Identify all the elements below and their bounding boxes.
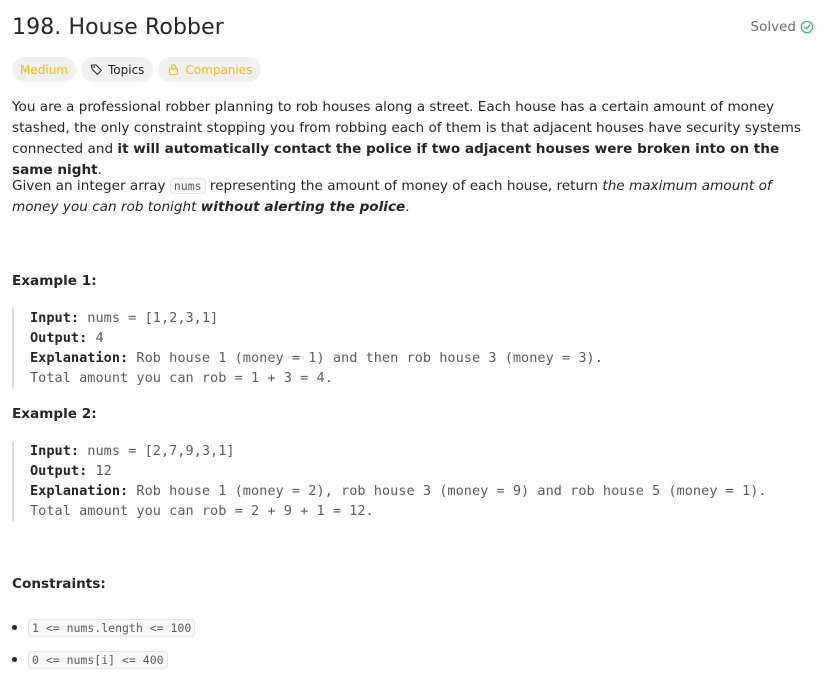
- constraints-title: Constraints:: [12, 576, 106, 592]
- constraints-list: [12, 612, 195, 676]
- desc-text: Given an integer array: [12, 178, 170, 194]
- desc-bold-text: it will automatically contact the police if two adjacent houses were broken into on the same night: [12, 141, 780, 178]
- desc-text-end: .: [405, 199, 410, 215]
- topics-label: Topics: [107, 62, 145, 77]
- input-value: nums = [2,7,9,3,1]: [79, 443, 235, 459]
- tag-icon: [90, 63, 103, 76]
- bullet-icon: [12, 625, 17, 630]
- example-1-title: Example 1:: [12, 273, 97, 289]
- explanation-text-cont: Total amount you can rob = 2 + 9 + 1 = 12.: [30, 503, 374, 519]
- inline-code-nums: nums: [170, 178, 206, 194]
- constraint-code: 0 <= nums[i] <= 400: [28, 651, 168, 669]
- explanation-text: Rob house 1 (money = 1) and then rob house 3 (money = 3).: [128, 350, 603, 366]
- difficulty-badge: [12, 57, 76, 82]
- desc-italic-text: the maximum amount of money you can rob tonight: [12, 178, 772, 215]
- companies-label: Companies: [185, 62, 253, 77]
- description-paragraph-2: [12, 176, 814, 218]
- desc-text: representing the amount of money of each house, return: [205, 178, 603, 194]
- output-label: Output:: [30, 463, 88, 479]
- difficulty-label: Medium: [20, 62, 68, 77]
- example-1-block: [12, 308, 814, 388]
- tag-row: [12, 57, 261, 82]
- bullet-icon: [12, 657, 17, 662]
- lock-icon: [167, 63, 180, 76]
- output-value: 4: [87, 330, 104, 346]
- solved-label: Solved: [750, 19, 796, 35]
- constraint-code: 1 <= nums.length <= 100: [28, 619, 195, 637]
- constraint-item: [12, 612, 195, 644]
- solved-status: [751, 19, 814, 35]
- companies-button[interactable]: [158, 57, 261, 82]
- explanation-text: Rob house 1 (money = 2), rob house 3 (money = 9) and rob house 5 (money = 1).: [128, 483, 767, 499]
- explanation-text-cont: Total amount you can rob = 1 + 3 = 4.: [30, 370, 333, 386]
- desc-text-end: .: [97, 162, 102, 178]
- input-label: Input:: [30, 310, 80, 326]
- problem-title[interactable]: 198. House Robber: [12, 14, 224, 40]
- title-row: [12, 10, 814, 44]
- description-paragraph-1: [12, 97, 814, 181]
- topics-button[interactable]: [81, 57, 153, 82]
- example-2-title: Example 2:: [12, 406, 97, 422]
- constraint-item: [12, 644, 195, 676]
- example-2-block: [12, 441, 814, 521]
- output-label: Output:: [30, 330, 88, 346]
- desc-text: You are a professional robber planning to rob houses along a street. Each house has a certain amount of money stashed, the only constraint stopping you from robbing each of them is that adjacent houses have security systems connected and: [12, 99, 801, 157]
- desc-bold-italic-text: without alerting the police: [200, 199, 406, 215]
- input-label: Input:: [30, 443, 80, 459]
- explanation-label: Explanation:: [30, 483, 129, 499]
- explanation-label: Explanation:: [30, 350, 129, 366]
- output-value: 12: [87, 463, 112, 479]
- check-circle-icon: [800, 20, 814, 34]
- input-value: nums = [1,2,3,1]: [79, 310, 219, 326]
